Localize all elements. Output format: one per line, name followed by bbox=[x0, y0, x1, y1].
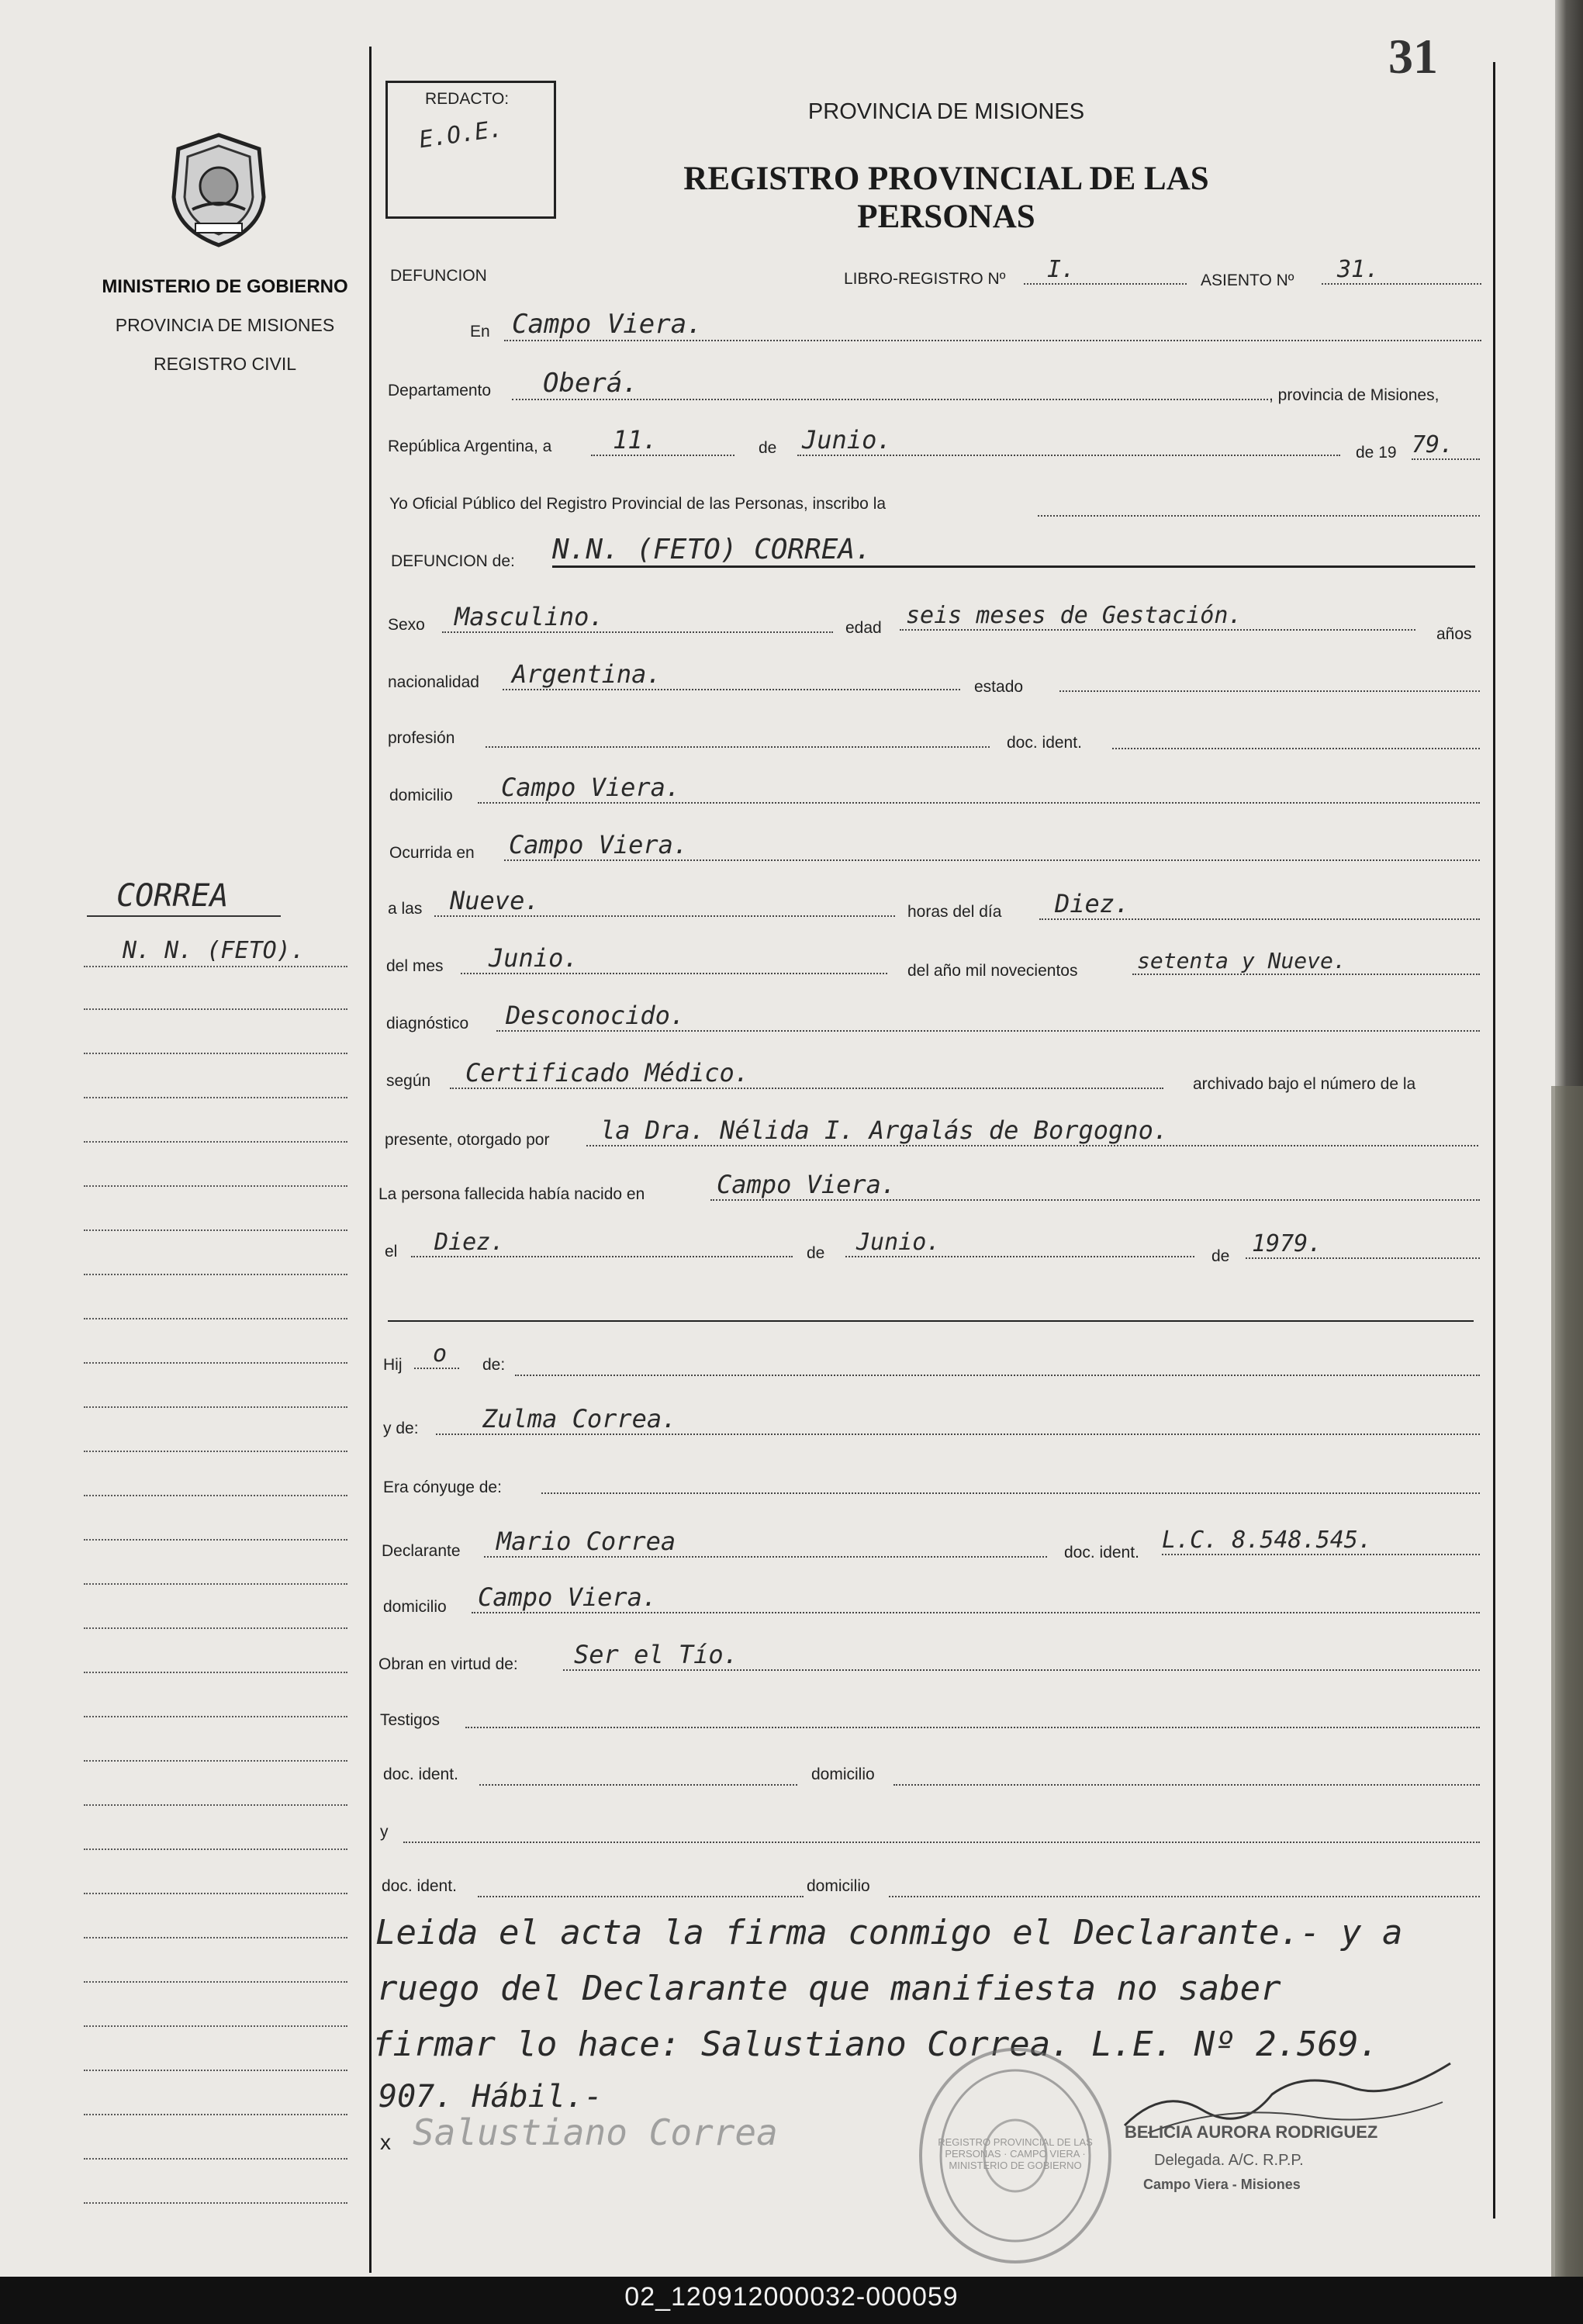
segun-value: Certificado Médico. bbox=[450, 1058, 1163, 1089]
ano-mil-label: del año mil novecientos bbox=[907, 962, 1078, 980]
y-de-value: Zulma Correa. bbox=[436, 1404, 1480, 1435]
margin-line bbox=[84, 1185, 347, 1187]
doc-ident2-line bbox=[479, 1769, 797, 1786]
conyuge-line bbox=[541, 1477, 1480, 1494]
margin-line bbox=[84, 1539, 347, 1541]
testigos-line bbox=[465, 1711, 1480, 1728]
margin-line bbox=[84, 1495, 347, 1496]
ocurrida-label: Ocurrida en bbox=[389, 844, 475, 862]
margin-line bbox=[84, 2202, 347, 2204]
margin-line bbox=[84, 1716, 347, 1717]
edad-label: edad bbox=[845, 619, 882, 637]
departamento-value: Oberá. bbox=[512, 368, 1268, 400]
margin-line bbox=[84, 1053, 347, 1054]
presente-value: la Dra. Nélida I. Argalás de Borgogno. bbox=[586, 1115, 1478, 1146]
el-label: el bbox=[385, 1243, 398, 1261]
en-label: En bbox=[470, 323, 490, 341]
right-rule bbox=[1493, 62, 1495, 2219]
page-edge-shadow bbox=[1551, 1086, 1583, 2277]
en-value: Campo Viera. bbox=[504, 309, 1481, 341]
declarante-value: Mario Correa bbox=[484, 1527, 1047, 1558]
margin-line bbox=[84, 1583, 347, 1585]
margin-line bbox=[84, 1760, 347, 1762]
el-month: Junio. bbox=[845, 1229, 1194, 1257]
edad-value: seis meses de Gestación. bbox=[900, 602, 1415, 631]
ministry-label: MINISTERIO DE GOBIERNO bbox=[102, 276, 348, 297]
margin-line bbox=[84, 966, 347, 967]
diagnostico-label: diagnóstico bbox=[386, 1015, 469, 1032]
declarante-dom-label: domicilio bbox=[383, 1598, 447, 1616]
a-las-label: a las bbox=[388, 900, 423, 918]
domicilio-value: Campo Viera. bbox=[478, 773, 1480, 804]
declarante-doc-value: L.C. 8.548.545. bbox=[1162, 1527, 1480, 1555]
margin-line bbox=[84, 2114, 347, 2115]
date-month: Junio. bbox=[797, 425, 1340, 456]
y-label: y bbox=[380, 1823, 389, 1841]
horas-value: Diez. bbox=[1039, 889, 1480, 920]
x-mark: x bbox=[380, 2130, 391, 2154]
margin-line bbox=[84, 1229, 347, 1231]
official-place: Campo Viera - Misiones bbox=[1143, 2177, 1301, 2192]
de2-label: de bbox=[807, 1244, 825, 1262]
de-year-label: de 19 bbox=[1356, 444, 1397, 462]
header-province: PROVINCIA DE MISIONES bbox=[807, 99, 1085, 124]
margin-underline bbox=[87, 915, 281, 917]
blank-rule bbox=[388, 1320, 1474, 1322]
hij-de-line bbox=[515, 1359, 1480, 1376]
nacionalidad-value: Argentina. bbox=[503, 659, 960, 690]
declarante-doc-label: doc. ident. bbox=[1064, 1544, 1139, 1561]
footer-id: 02_120912000032-000059 bbox=[624, 2282, 959, 2312]
margin-line bbox=[84, 2158, 347, 2160]
margin-rule bbox=[369, 47, 372, 2273]
asiento-label: ASIENTO Nº bbox=[1201, 271, 1294, 289]
header-title: REGISTRO PROVINCIAL DE LAS PERSONAS bbox=[683, 161, 1209, 235]
defuncion-de-value: N.N. (FETO) CORREA. bbox=[552, 534, 1475, 568]
margin-surname: CORREA bbox=[116, 878, 229, 914]
oficial-line bbox=[1038, 500, 1480, 517]
closing-line-2: ruego del Declarante que manifiesta no saber bbox=[377, 1969, 1281, 2008]
obran-value: Ser el Tío. bbox=[563, 1640, 1480, 1671]
record-type: DEFUNCION bbox=[390, 267, 487, 285]
page-number: 31 bbox=[1388, 29, 1438, 84]
a-las-value: Nueve. bbox=[434, 886, 895, 917]
closing-line-3: firmar lo hace: Salustiano Correa. L.E. Nº 2.569. bbox=[372, 2025, 1380, 2064]
margin-line bbox=[84, 1406, 347, 1408]
margin-line bbox=[84, 1362, 347, 1364]
redacto-value: E.O.E. bbox=[417, 115, 505, 154]
del-mes-label: del mes bbox=[386, 957, 444, 975]
provincia-suffix: , provincia de Misiones, bbox=[1269, 386, 1440, 404]
hij-label: Hij bbox=[383, 1356, 403, 1374]
conyuge-label: Era cónyuge de: bbox=[383, 1478, 502, 1496]
nacionalidad-label: nacionalidad bbox=[388, 673, 479, 691]
segun-label: según bbox=[386, 1072, 431, 1090]
diagnostico-value: Desconocido. bbox=[496, 1001, 1480, 1032]
declarante-dom-value: Campo Viera. bbox=[472, 1582, 1480, 1613]
presente-label: presente, otorgado por bbox=[385, 1131, 550, 1149]
republica-label: República Argentina, a bbox=[388, 437, 552, 455]
nacido-value: Campo Viera. bbox=[710, 1170, 1480, 1201]
closing-line-4: 907. Hábil.- bbox=[378, 2079, 603, 2115]
doc-ident3-label: doc. ident. bbox=[382, 1877, 457, 1895]
official-name: BELICIA AURORA RODRIGUEZ bbox=[1125, 2122, 1378, 2142]
domicilio3-label: domicilio bbox=[807, 1877, 870, 1895]
registry-label: REGISTRO CIVIL bbox=[153, 354, 297, 374]
margin-line bbox=[84, 2070, 347, 2071]
province-label: PROVINCIA DE MISIONES bbox=[115, 315, 335, 335]
date-day: 11. bbox=[591, 425, 734, 456]
stamp-text: REGISTRO PROVINCIAL DE LAS PERSONAS · CAMPO VIERA · MINISTERIO DE GOBIERNO bbox=[938, 2136, 1093, 2171]
de-label: de bbox=[759, 439, 777, 457]
margin-line bbox=[84, 1274, 347, 1275]
anos-label: años bbox=[1436, 625, 1472, 643]
doc-ident-label: doc. ident. bbox=[1007, 734, 1082, 752]
margin-line bbox=[84, 1008, 347, 1010]
de3-label: de bbox=[1211, 1247, 1230, 1265]
horas-label: horas del día bbox=[907, 903, 1002, 921]
domicilio3-line bbox=[889, 1880, 1480, 1897]
margin-line bbox=[84, 1627, 347, 1629]
ano-mil-value: setenta y Nueve. bbox=[1132, 948, 1480, 975]
margin-line bbox=[84, 1937, 347, 1938]
defuncion-de-label: DEFUNCION de: bbox=[391, 552, 515, 570]
domicilio-label: domicilio bbox=[389, 787, 453, 804]
margin-line bbox=[84, 2025, 347, 2027]
hij-value: o bbox=[414, 1340, 459, 1369]
archivado-label: archivado bajo el número de la bbox=[1193, 1075, 1416, 1093]
nacido-label: La persona fallecida había nacido en bbox=[378, 1185, 645, 1203]
x-signature: Salustiano Correa bbox=[413, 2111, 778, 2153]
estado-label: estado bbox=[974, 678, 1024, 696]
departamento-label: Departamento bbox=[388, 382, 492, 399]
obran-label: Obran en virtud de: bbox=[378, 1655, 518, 1673]
margin-line bbox=[84, 1893, 347, 1894]
coat-of-arms-seal bbox=[164, 132, 273, 248]
y-de-label: y de: bbox=[383, 1420, 419, 1437]
closing-line-1: Leida el acta la firma conmigo el Declarante.- y a bbox=[375, 1913, 1403, 1952]
ocurrida-value: Campo Viera. bbox=[504, 830, 1480, 861]
declarante-label: Declarante bbox=[382, 1542, 461, 1560]
margin-line bbox=[84, 1451, 347, 1452]
del-mes-value: Junio. bbox=[461, 943, 887, 974]
profesion-line bbox=[486, 731, 990, 748]
margin-line bbox=[84, 1981, 347, 1983]
date-year: 79. bbox=[1412, 431, 1480, 460]
y-line bbox=[403, 1826, 1480, 1843]
testigos-label: Testigos bbox=[380, 1711, 441, 1729]
margin-line bbox=[84, 1848, 347, 1850]
margin-name: N. N. (FETO). bbox=[123, 937, 305, 964]
official-title: Delegada. A/C. R.P.P. bbox=[1154, 2152, 1304, 2169]
margin-line bbox=[84, 1097, 347, 1098]
hij-de-label: de: bbox=[482, 1356, 506, 1374]
el-year: 1979. bbox=[1246, 1230, 1480, 1259]
margin-line bbox=[84, 1141, 347, 1143]
asiento-value: 31. bbox=[1322, 256, 1481, 285]
sexo-value: Masculino. bbox=[442, 602, 833, 633]
sexo-label: Sexo bbox=[388, 616, 425, 634]
margin-line bbox=[84, 1804, 347, 1806]
el-day: Diez. bbox=[411, 1229, 793, 1257]
margin-line bbox=[84, 1318, 347, 1319]
doc-ident3-line bbox=[478, 1880, 804, 1897]
official-stamp bbox=[919, 2048, 1111, 2263]
oficial-text: Yo Oficial Público del Registro Provincial de las Personas, inscribo la bbox=[389, 495, 887, 513]
doc-ident2-label: doc. ident. bbox=[383, 1765, 458, 1783]
profesion-label: profesión bbox=[388, 729, 455, 747]
domicilio2-line bbox=[893, 1769, 1480, 1786]
libro-label: LIBRO-REGISTRO Nº bbox=[844, 270, 1006, 288]
estado-line bbox=[1059, 675, 1480, 692]
margin-line bbox=[84, 1672, 347, 1673]
redacto-label: REDACTO: bbox=[425, 90, 510, 108]
libro-value: I. bbox=[1024, 256, 1187, 285]
doc-ident-line bbox=[1112, 732, 1480, 749]
domicilio2-label: domicilio bbox=[811, 1765, 875, 1783]
